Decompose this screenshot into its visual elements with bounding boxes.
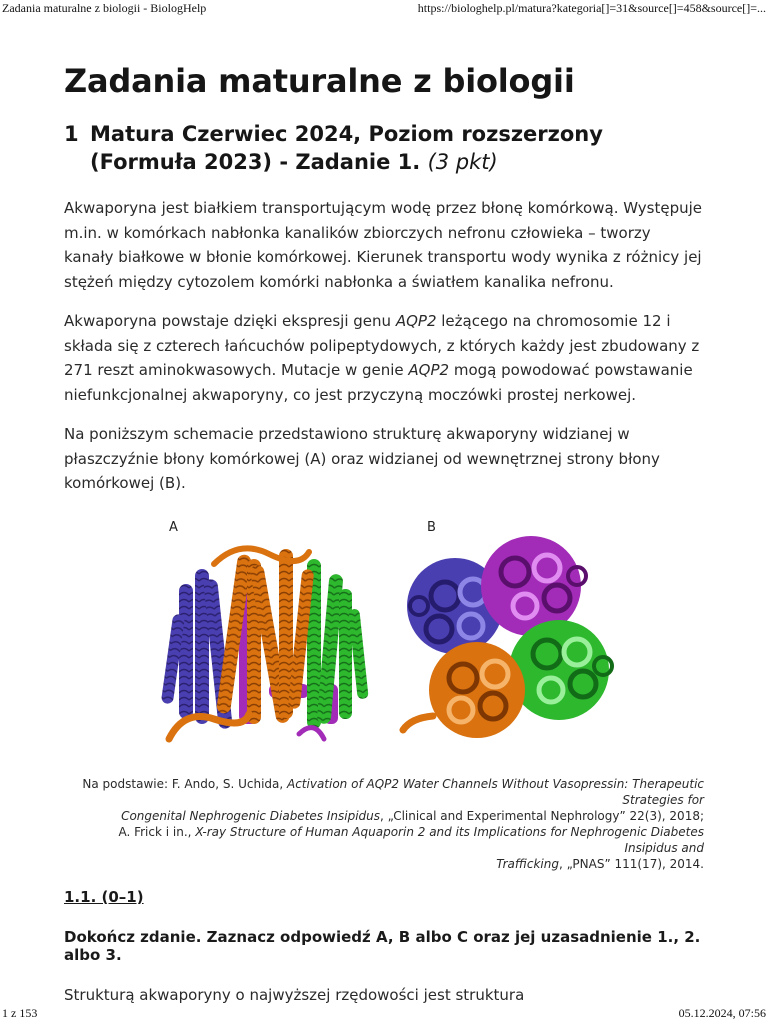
- source-authors-1: Na podstawie: F. Ando, S. Uchida,: [82, 776, 287, 791]
- gene-name: AQP2: [408, 361, 450, 380]
- figure-label-b: B: [427, 519, 436, 535]
- task-heading: [64, 120, 704, 176]
- source-line-3: [64, 824, 704, 856]
- paragraph-gene-part-b: leżącego na chromosomie 12 i składa się z czterech łańcuchów polipeptydowych, z których każdy jest zbudowany z 271 reszt aminokwasowych. Mutacje w genie: [64, 312, 700, 380]
- question-stem: Strukturą akwaporyny o najwyższej rzędowości jest struktura: [64, 985, 525, 1004]
- source-journal-1: , „Clinical and Experimental Nephrology” 22(3), 2018;: [380, 808, 704, 823]
- print-footer: [0, 1006, 768, 1024]
- print-datetime: 05.12.2024, 07:56: [678, 1006, 766, 1020]
- subunit-orange: [403, 642, 525, 738]
- print-header: [0, 0, 768, 18]
- paragraph-gene: [64, 309, 704, 407]
- figure-source: [64, 776, 704, 872]
- source-line-4: [64, 856, 704, 872]
- page-title: Zadania maturalne z biologii: [64, 62, 575, 100]
- subunit-purple: [481, 536, 586, 636]
- source-title-1-end: Congenital Nephrogenic Diabetes Insipidus: [121, 808, 380, 823]
- page-counter: 1 z 153: [2, 1006, 38, 1020]
- task-number: 1: [64, 122, 79, 147]
- task-title-wrap: [90, 120, 704, 176]
- task-points: (3 pkt): [427, 150, 498, 175]
- source-title-2: X-ray Structure of Human Aquaporin 2 and its Implications for Nephrogenic Diabetes Insipidus and: [195, 824, 704, 855]
- paragraph-gene-part-c: mogą powodować powstawanie niefunkcjonalnej akwaporyny, co jest przyczyną moczówki prostej nerkowej.: [64, 361, 693, 404]
- subunit-green: [509, 620, 612, 720]
- aquaporin-figure: [64, 516, 704, 746]
- central-pore: [499, 632, 515, 648]
- print-header-url: https://biologhelp.pl/matura?kategoria[]=31&source[]=458&source[]=...: [417, 1, 766, 15]
- source-line-2: [64, 808, 704, 824]
- gene-name: AQP2: [395, 312, 437, 331]
- subtask-instruction: Dokończ zdanie. Zaznacz odpowiedź A, B albo C oraz jej uzasadnienie 1., 2. albo 3.: [64, 927, 701, 964]
- source-title-1: Activation of AQP2 Water Channels Without Vasopressin: Therapeutic Strategies for: [287, 776, 704, 807]
- paragraph-intro: Akwaporyna jest białkiem transportującym wodę przez błonę komórkową. Występuje m.in. w komórkach nabłonka kanalików zbiorczych nefronu człowieka – tworzy kanały białkowe w błonie komórkowej. Kierunek transportu wody wynika z różnicy jej stężeń między cytozolem komórki nabłonka a światłem kanalika nefronu.: [64, 199, 703, 291]
- source-line-1: [64, 776, 704, 808]
- main-content: [64, 62, 704, 1004]
- figure-label-a: A: [169, 519, 178, 535]
- subtask-label[interactable]: 1.1. (0–1): [64, 887, 144, 906]
- source-title-2-end: Trafficking: [496, 856, 559, 871]
- source-journal-2: , „PNAS” 111(17), 2014.: [558, 856, 704, 871]
- protein-structure-side-view: [159, 534, 369, 746]
- print-header-title: Zadania maturalne z biologii - BiologHelp: [2, 1, 207, 15]
- paragraph-figure-intro: Na poniższym schemacie przedstawiono strukturę akwaporyny widzianej w płaszczyźnie błony komórkowej (A) oraz widzianej od wewnętrznej strony błony komórkowej (B).: [64, 425, 660, 493]
- task-title: Matura Czerwiec 2024, Poziom rozszerzony (Formuła 2023) - Zadanie 1.: [90, 122, 603, 175]
- source-authors-2: A. Frick i in.,: [118, 824, 196, 839]
- protein-structure-top-view: [397, 534, 619, 746]
- paragraph-gene-part-a: Akwaporyna powstaje dzięki ekspresji genu: [64, 312, 396, 331]
